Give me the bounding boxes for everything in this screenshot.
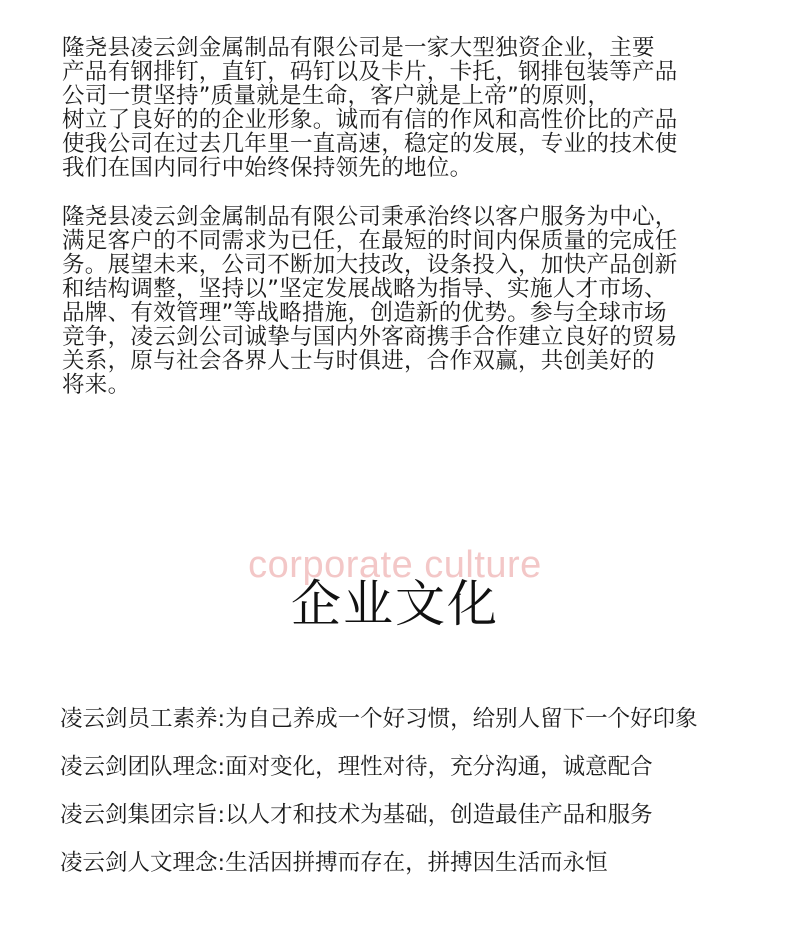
text-line: 树立了良好的的企业形象。诚而有信的作风和高性价比的产品 xyxy=(62,107,678,133)
text-line: 使我公司在过去几年里一直高速，稳定的发展，专业的技术使 xyxy=(62,131,678,157)
watermark-text: corporate culture xyxy=(248,544,542,586)
text-line: 产品有钢排钉，直钉，码钉以及卡片，卡托，钢排包装等产品 xyxy=(62,59,678,85)
section-title: 企业文化 xyxy=(291,575,499,633)
company-intro xyxy=(62,36,742,422)
value-item-team: 凌云剑团队理念:面对变化，理性对待，充分沟通，诚意配合 xyxy=(60,754,653,780)
text-line: 公司一贯坚持”质量就是生命，客户就是上帝”的原则， xyxy=(62,83,611,109)
culture-heading xyxy=(0,538,790,633)
text-line: 和结构调整，坚持以”坚定发展战略为指导、实施人才市场、 xyxy=(62,276,667,302)
value-item-staff: 凌云剑员工素养:为自己养成一个好习惯，给别人留下一个好印象 xyxy=(60,706,698,732)
text-line: 务。展望未来，公司不断加大技改，设条投入，加快产品创新 xyxy=(62,252,678,278)
text-line: 满足客户的不同需求为已任，在最短的时间内保质量的完成任 xyxy=(62,228,678,254)
text-line: 我们在国内同行中始终保持领先的地位。 xyxy=(62,155,473,181)
value-item-humanity: 凌云剑人文理念:生活因拼搏而存在，拼搏因生活而永恒 xyxy=(60,850,608,876)
text-line: 隆尧县凌云剑金属制品有限公司是一家大型独资企业，主要 xyxy=(62,35,655,61)
intro-paragraph-1 xyxy=(62,36,742,180)
value-item-purpose: 凌云剑集团宗旨:以人才和技术为基础，创造最佳产品和服务 xyxy=(60,802,653,828)
text-line: 将来。 xyxy=(62,372,131,398)
culture-values-list xyxy=(60,704,760,896)
text-line: 品牌、有效管理”等战略措施，创造新的优势。参与全球市场 xyxy=(62,300,667,326)
intro-paragraph-2 xyxy=(62,205,742,397)
text-line: 竞争，凌云剑公司诚挚与国内外客商携手合作建立良好的贸易 xyxy=(62,324,678,350)
text-line: 关系，原与社会各界人士与时俱进，合作双赢，共创美好的 xyxy=(62,348,655,374)
text-line: 隆尧县凌云剑金属制品有限公司秉承治终以客户服务为中心， xyxy=(62,204,678,230)
